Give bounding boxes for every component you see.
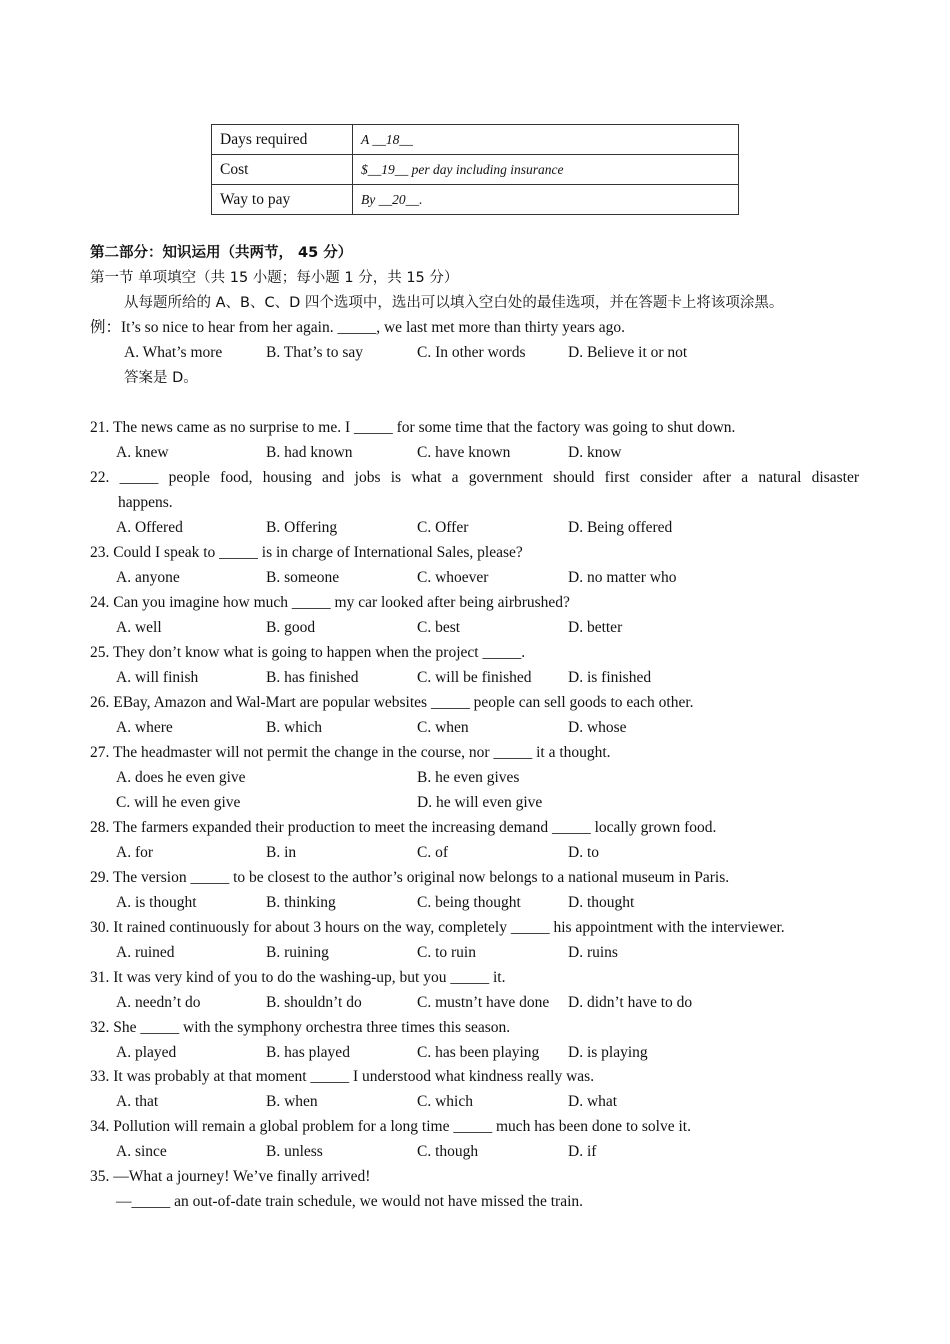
table-row [212,125,739,155]
option: D. whose [568,719,627,736]
option: A. that [116,1093,159,1110]
question-stem-continued: —_____ an out-of-date train schedule, we would not have missed the train. [116,1193,584,1210]
question-stem: 23. Could I speak to _____ is in charge of International Sales, please? [90,544,523,561]
option: C. will he even give [116,794,241,811]
option: C. to ruin [417,944,476,961]
option: A. ruined [116,944,175,961]
option: A. Offered [116,519,183,536]
option: D. thought [568,894,635,911]
option: D. didn’t have to do [568,994,693,1011]
subsection-title: 第一节 单项填空（共 15 小题；每小题 1 分，共 15 分） [90,270,459,286]
table-value: By __20__. [353,185,739,215]
option: C. though [417,1143,479,1160]
option: B. when [266,1093,318,1110]
option: C. when [417,719,469,736]
question-stem: 25. They don’t know what is going to happen when the project _____. [90,644,526,661]
option: A. well [116,619,162,636]
option: D. better [568,619,623,636]
option: C. will be finished [417,669,532,686]
option: C. which [417,1093,473,1110]
table-key: Days required [212,125,353,155]
option: C. whoever [417,569,489,586]
option: C. Offer [417,519,469,536]
option: A. for [116,844,154,861]
example-answer: 答案是 D。 [124,370,198,386]
option: B. someone [266,569,340,586]
option: B. ruining [266,944,329,961]
option: D. no matter who [568,569,677,586]
option: B. Offering [266,519,338,536]
option: A. played [116,1044,177,1061]
option: A. anyone [116,569,180,586]
table-value: $__19__ per day including insurance [353,155,739,185]
question-stem: 32. She _____ with the symphony orchestra three times this season. [90,1019,511,1036]
option: B. had known [266,444,353,461]
option: A. needn’t do [116,994,201,1011]
option: C. mustn’t have done [417,994,550,1011]
example-option: B. That’s to say [266,344,364,361]
option: B. unless [266,1143,323,1160]
option: C. have known [417,444,511,461]
question-stem: 33. It was probably at that moment _____ I understood what kindness really was. [90,1068,595,1085]
option: D. what [568,1093,618,1110]
option: B. has played [266,1044,350,1061]
option: D. he will even give [417,794,543,811]
option: B. in [266,844,297,861]
option: A. will finish [116,669,199,686]
question-stem: 35. —What a journey! We’ve finally arrived! [90,1168,371,1185]
question-stem: 34. Pollution will remain a global problem for a long time _____ much has been done to solve it. [90,1118,691,1135]
option: A. where [116,719,173,736]
info-table [211,124,739,215]
example-option: A. What’s more [124,344,223,361]
option: A. does he even give [116,769,246,786]
option: D. ruins [568,944,618,961]
question-stem: 22. _____ people food, housing and jobs is what a government should first consider after a natural disaster [90,469,859,486]
option: B. has finished [266,669,359,686]
instruction: 从每题所给的 A、B、C、D 四个选项中，选出可以填入空白处的最佳选项，并在答题卡上将该项涂黑。 [124,295,784,311]
example-option: D. Believe it or not [568,344,688,361]
option: D. know [568,444,622,461]
option: B. which [266,719,322,736]
table-value: A __18__ [353,125,739,155]
option: B. he even gives [417,769,520,786]
question-stem-continued: happens. [118,494,173,511]
option: C. has been playing [417,1044,540,1061]
example-stem: 例：It’s so nice to hear from her again. _____, we last met more than thirty years ago. [90,319,626,336]
option: C. being thought [417,894,521,911]
question-stem: 24. Can you imagine how much _____ my car looked after being airbrushed? [90,594,570,611]
section-title: 第二部分：知识运用（共两节， 45 分） [90,245,353,261]
option: A. since [116,1143,167,1160]
option: D. is finished [568,669,652,686]
option: B. shouldn’t do [266,994,362,1011]
option: B. good [266,619,316,636]
question-stem: 21. The news came as no surprise to me. I _____ for some time that the factory was going to shut down. [90,419,736,436]
option: A. is thought [116,894,197,911]
table-row [212,155,739,185]
example-option: C. In other words [417,344,526,361]
question-stem: 31. It was very kind of you to do the washing-up, but you _____ it. [90,969,506,986]
option: A. knew [116,444,169,461]
option: D. to [568,844,599,861]
option: D. Being offered [568,519,673,536]
question-stem: 28. The farmers expanded their production to meet the increasing demand _____ locally grown food. [90,819,717,836]
question-stem: 29. The version _____ to be closest to the author’s original now belongs to a national museum in Paris. [90,869,730,886]
option: D. is playing [568,1044,648,1061]
table-key: Way to pay [212,185,353,215]
question-stem: 30. It rained continuously for about 3 hours on the way, completely _____ his appointment with the interviewer. [90,919,785,936]
question-stem: 26. EBay, Amazon and Wal-Mart are popular websites _____ people can sell goods to each other. [90,694,694,711]
table-row [212,185,739,215]
table-key: Cost [212,155,353,185]
option: B. thinking [266,894,336,911]
option: C. of [417,844,448,861]
option: D. if [568,1143,597,1160]
question-stem: 27. The headmaster will not permit the change in the course, nor _____ it a thought. [90,744,611,761]
option: C. best [417,619,461,636]
